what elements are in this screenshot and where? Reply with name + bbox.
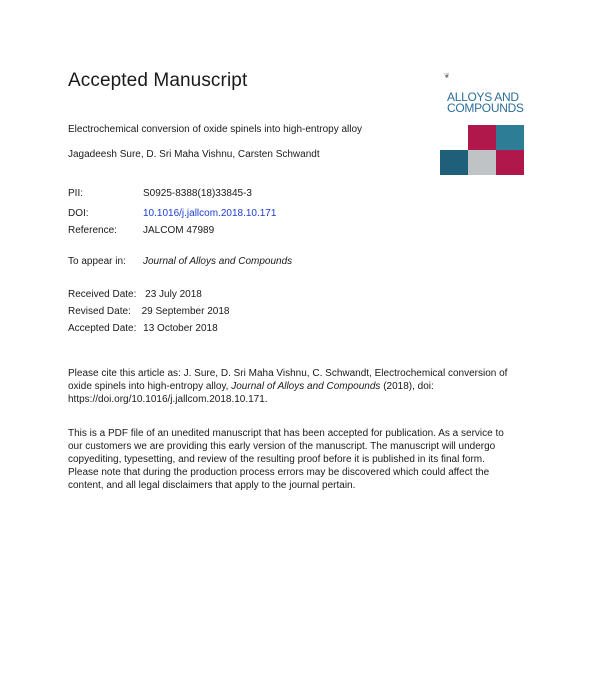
- revised-date-value: 29 September 2018: [141, 306, 230, 317]
- reference-row: [68, 225, 214, 236]
- journal-cover-title: [447, 92, 527, 114]
- doi-link[interactable]: 10.1016/j.jallcom.2018.10.171: [143, 208, 277, 219]
- accepted-date-row: [68, 323, 218, 334]
- cover-tile: [440, 150, 468, 175]
- cover-tile: [468, 150, 496, 175]
- doi-label: DOI:: [68, 208, 89, 219]
- accepted-date-value: 13 October 2018: [143, 323, 218, 334]
- appear-in-row: [68, 256, 292, 267]
- publisher-logo-icon: ❦: [444, 73, 450, 80]
- cover-tile: [496, 150, 524, 175]
- pii-label: PII:: [68, 188, 84, 199]
- doi-row: [68, 208, 276, 219]
- journal-cover: [440, 70, 526, 182]
- received-date-label: Received Date:: [68, 289, 137, 300]
- article-authors: Jagadeesh Sure, D. Sri Maha Vishnu, Carsten Schwandt: [68, 149, 320, 160]
- page-title: Accepted Manuscript: [68, 70, 248, 91]
- journal-name: Journal of Alloys and Compounds: [143, 256, 293, 267]
- revised-date-label: Revised Date:: [68, 306, 131, 317]
- citation-journal: Journal of Alloys and Compounds: [231, 381, 381, 392]
- journal-cover-title-line2: COMPOUNDS: [447, 101, 524, 115]
- cover-tile: [496, 125, 524, 150]
- reference-label: Reference:: [68, 225, 117, 236]
- received-date-row: [68, 289, 202, 300]
- citation-paragraph: [68, 367, 510, 406]
- reference-value: JALCOM 47989: [143, 225, 215, 236]
- citation-tail: (2018), doi: https://doi.org/10.1016/j.jallcom.2018.10.171.: [68, 381, 434, 405]
- received-date-value: 23 July 2018: [145, 289, 202, 300]
- appear-in-label: To appear in:: [68, 256, 126, 267]
- citation-lead: Please cite this article as: J. Sure, D. Sri Maha Vishnu, C. Schwandt, Electrochemical conversion of oxide spinels into high-entropy alloy,: [68, 368, 508, 392]
- accepted-date-label: Accepted Date:: [68, 323, 137, 334]
- cover-tile: [468, 125, 496, 150]
- manuscript-notice: This is a PDF file of an unedited manuscript that has been accepted for publication. As a service to our customers we are providing this early version of the manuscript. The manuscript will undergo copyediting, typesetting, and review of the resulting proof before it is published in its final form. Please note that during the production process errors may be discovered which could affect the content, and all legal disclaimers that apply to the journal pertain.: [68, 428, 504, 491]
- journal-cover-title-line1: ALLOYS AND: [447, 90, 519, 104]
- pii-value: S0925-8388(18)33845-3: [143, 188, 252, 199]
- pii-row: [68, 188, 252, 199]
- revised-date-row: [68, 306, 229, 317]
- article-title: Electrochemical conversion of oxide spinels into high-entropy alloy: [68, 124, 363, 135]
